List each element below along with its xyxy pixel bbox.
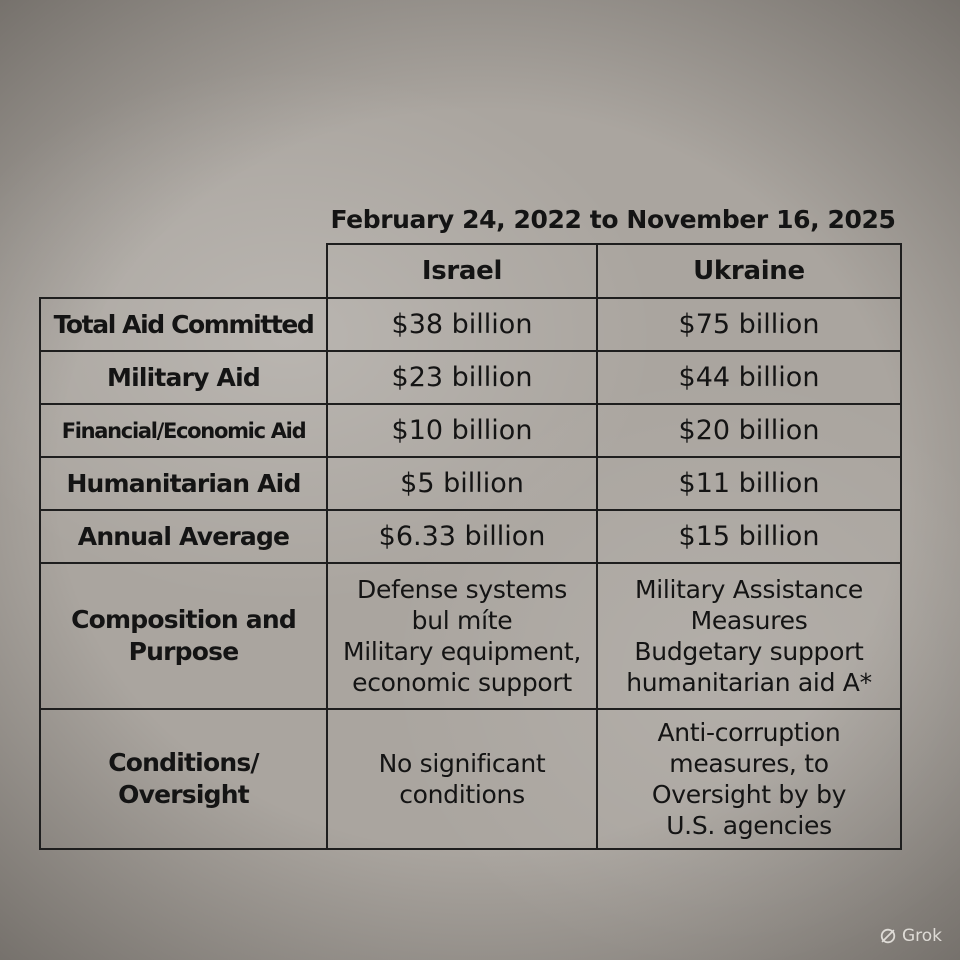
row-label-military-aid: Military Aid bbox=[40, 351, 327, 404]
ukraine-composition-line: Measures bbox=[690, 606, 808, 635]
ukraine-conditions-line: Oversight by by bbox=[651, 780, 847, 809]
israel-composition-line: bul míte bbox=[411, 606, 513, 635]
date-range-title: February 24, 2022 to November 16, 2025 bbox=[330, 205, 896, 234]
ukraine-conditions-line: Anti-corruption bbox=[657, 718, 841, 747]
row-label-humanitarian-aid: Humanitarian Aid bbox=[40, 457, 327, 510]
ukraine-military-aid: $44 billion bbox=[597, 351, 901, 404]
grok-brand-text: Grok bbox=[901, 926, 942, 946]
israel-total-aid: $38 billion bbox=[327, 298, 597, 351]
column-header-israel: Israel bbox=[327, 244, 597, 298]
row-label-annual-average: Annual Average bbox=[40, 510, 327, 563]
table-row-military-aid bbox=[40, 351, 901, 404]
row-label-composition: Composition and Purpose bbox=[40, 563, 327, 709]
table-row-conditions bbox=[40, 709, 901, 849]
grok-watermark bbox=[879, 926, 942, 946]
row-label-total-aid: Total Aid Committed bbox=[40, 298, 327, 351]
ukraine-conditions-line: measures, to bbox=[669, 749, 829, 778]
ukraine-annual-average: $15 billion bbox=[597, 510, 901, 563]
ukraine-conditions-line: U.S. agencies bbox=[666, 811, 832, 840]
table-row-financial-aid bbox=[40, 404, 901, 457]
ukraine-conditions bbox=[597, 709, 901, 849]
row-label-conditions-text: Conditions/ Oversight bbox=[108, 748, 259, 809]
grok-logo-icon bbox=[879, 927, 897, 945]
table-header-row bbox=[40, 244, 901, 298]
ukraine-composition-line: Military Assistance bbox=[634, 575, 864, 604]
israel-financial-aid: $10 billion bbox=[327, 404, 597, 457]
ukraine-humanitarian-aid: $11 billion bbox=[597, 457, 901, 510]
table-row-total-aid bbox=[40, 298, 901, 351]
israel-conditions-line: conditions bbox=[399, 780, 525, 809]
israel-military-aid: $23 billion bbox=[327, 351, 597, 404]
table-row-composition bbox=[40, 563, 901, 709]
israel-annual-average: $6.33 billion bbox=[327, 510, 597, 563]
column-header-ukraine: Ukraine bbox=[597, 244, 901, 298]
ukraine-composition-line: humanitarian aid A* bbox=[626, 668, 872, 697]
ukraine-financial-aid: $20 billion bbox=[597, 404, 901, 457]
israel-composition-line: economic support bbox=[352, 668, 572, 697]
israel-composition-line: Military equipment, bbox=[342, 637, 582, 666]
ukraine-composition-line: Budgetary support bbox=[634, 637, 864, 666]
israel-conditions-line: No significant bbox=[378, 749, 546, 778]
row-label-conditions bbox=[40, 709, 327, 849]
header-blank-cell bbox=[40, 244, 327, 298]
aid-comparison-table bbox=[39, 243, 902, 850]
israel-humanitarian-aid: $5 billion bbox=[327, 457, 597, 510]
israel-composition-line: Defense systems bbox=[357, 575, 567, 604]
table-row-annual-average bbox=[40, 510, 901, 563]
ukraine-total-aid: $75 billion bbox=[597, 298, 901, 351]
ukraine-composition bbox=[597, 563, 901, 709]
israel-conditions bbox=[327, 709, 597, 849]
table-row-humanitarian-aid bbox=[40, 457, 901, 510]
row-label-financial-aid: Financial/Economic Aid bbox=[40, 404, 327, 457]
israel-composition bbox=[327, 563, 597, 709]
